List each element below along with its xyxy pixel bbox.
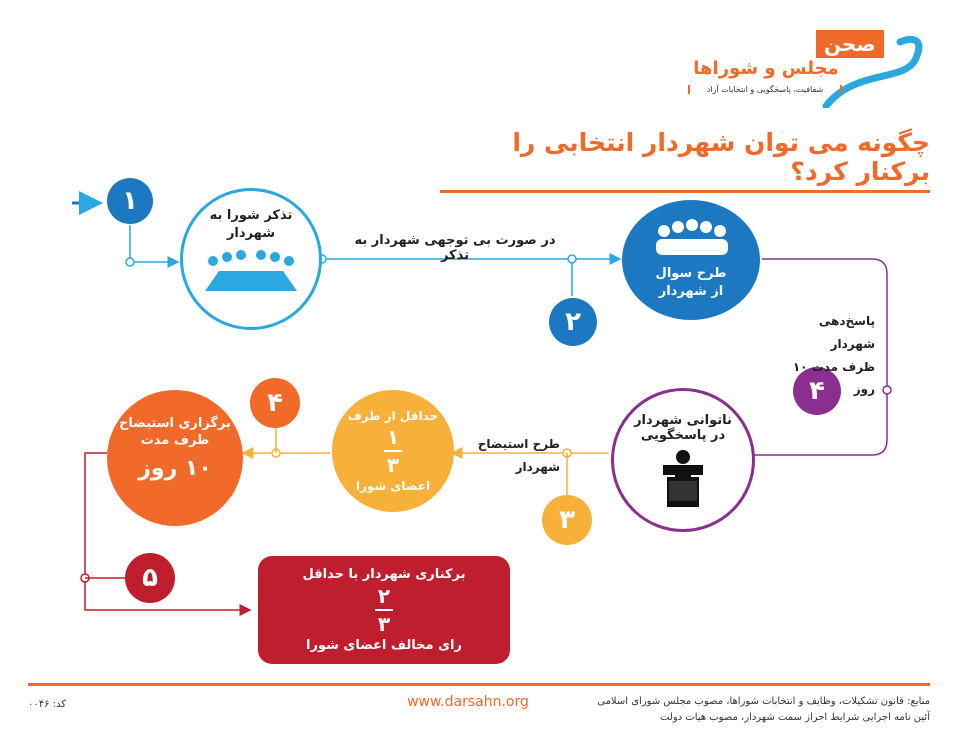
footer-divider	[28, 683, 930, 686]
node-min-label-1: حداقل از طرف	[347, 409, 439, 423]
footer-code: کد: ۰۰۴۶	[28, 699, 67, 710]
node-min-label-2: اعضای شورا	[355, 479, 431, 493]
fraction-num: ۲	[377, 584, 391, 608]
footer-sources	[560, 694, 930, 726]
node-inability-label-1: ناتوانی شهردار	[634, 413, 732, 428]
edge-impeach-label-2: شهردار	[515, 459, 560, 474]
connector-1	[130, 225, 178, 262]
fraction-two-thirds	[375, 586, 393, 634]
logo	[688, 28, 938, 108]
node-hearing-label-1: برگزاری استیضاح	[119, 416, 231, 431]
edge-impeach-label-1: طرح استیضاح	[477, 437, 560, 451]
node-hearing-label-2: ظرف مدت	[140, 433, 210, 448]
node-inability-label-2: در پاسخگویی	[640, 428, 726, 443]
fraction-bar	[375, 609, 393, 611]
step-5-badge: ۵	[125, 553, 175, 603]
step-1-badge: ۱	[107, 178, 153, 224]
logo-brand-sub: مجلس و شوراها	[693, 58, 839, 79]
footer-source-2: آئین نامه اجرایی شرایط احراز سمت شهردار، مصوب هیات دولت	[659, 712, 930, 723]
step-4-purple-badge: ۴	[793, 367, 841, 415]
fraction-one-third	[384, 427, 402, 475]
node-hearing-label-3: ۱۰ روز	[138, 456, 212, 481]
edge-answer-label-1: پاسخ‌دهی شهردار	[818, 314, 875, 351]
node-reminder-label: تذکر شورا به شهردار	[209, 208, 293, 242]
page-title: چگونه می توان شهردار انتخابی را برکنار کرد؟	[440, 128, 930, 193]
logo-tagline: شفافیت، پاسخگویی و انتخابات آزاد	[688, 85, 842, 94]
edge-impeach-label	[470, 433, 560, 479]
footer-url[interactable]: www.darsahn.org	[407, 694, 529, 710]
node-dismissal	[258, 556, 510, 664]
edge-answer-label-2: ظرف مدت ۱۰ روز	[792, 359, 875, 397]
fraction-den: ۳	[386, 453, 400, 477]
step-2-badge: ۲	[549, 298, 597, 346]
edge-answer-label	[775, 310, 875, 401]
node-min-members	[332, 390, 454, 512]
edge-if-ignore-label: در صورت بی توجهی شهردار به تذکر	[354, 233, 556, 263]
node-hearing	[107, 390, 243, 526]
node-inability	[611, 388, 755, 532]
step-3-badge: ۳	[542, 495, 592, 545]
fraction-den: ۳	[377, 612, 391, 636]
node-reminder	[180, 188, 322, 330]
council-meeting-icon	[646, 219, 736, 263]
node-question	[622, 200, 760, 320]
node-question-label: طرح سوال از شهردار	[655, 265, 727, 299]
meeting-table-icon	[201, 249, 301, 295]
node-dismissal-label-2: رای مخالف اعضای شورا	[306, 638, 462, 653]
logo-brand-main: صحن	[816, 30, 884, 58]
node-dismissal-label-1: برکناری شهردار با حداقل	[302, 567, 466, 582]
fraction-num: ۱	[386, 425, 400, 449]
step-4-orange-badge: ۴	[250, 378, 300, 428]
footer-source-1: منابع: قانون تشکیلات، وظایف و انتخابات شوراها، مصوب مجلس شورای اسلامی	[597, 696, 930, 707]
podium-speaker-icon	[653, 449, 713, 507]
fraction-bar	[384, 450, 402, 452]
